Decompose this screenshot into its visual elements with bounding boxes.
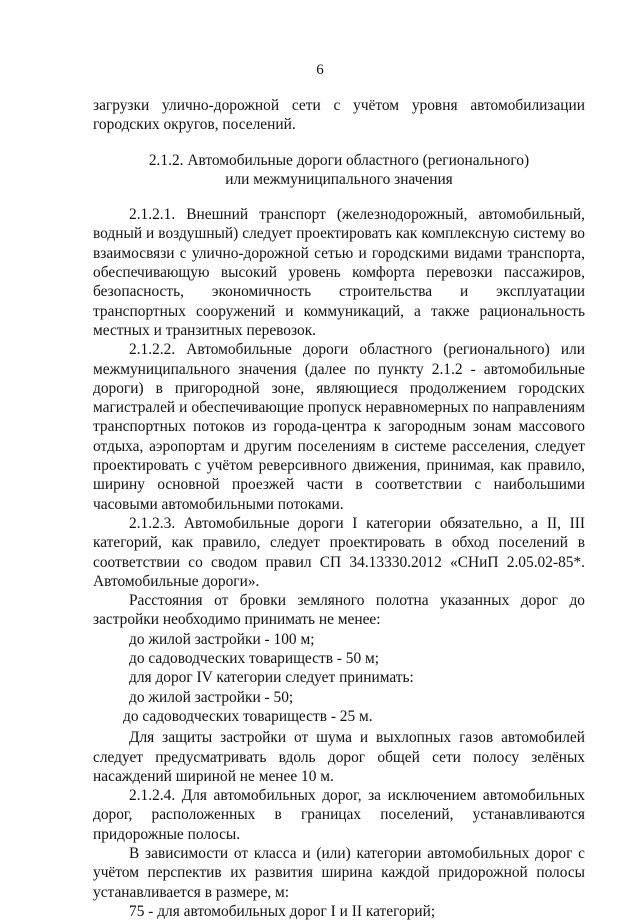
paragraph-2-1-2-1: 2.1.2.1. Внешний транспорт (железнодорожный, автомобильный, водный и воздушный) следует проектировать как комплексную систему во взаимосвязи с улично-дорожной сетью и городскими видами транспорта, обеспечивающую высокий уровень комфорта перевозки пассажиров, безопасность, экономичность строительства и эксплуатации транспортных сооружений и коммуникаций, а также рациональность местных и транзитных перевозок.	[93, 206, 585, 339]
intro-paragraph: загрузки улично-дорожной сети с учётом уровня автомобилизации городских округов, поселений.	[93, 97, 585, 134]
section-heading	[93, 151, 585, 190]
list-item: до жилой застройки - 50;	[129, 688, 294, 706]
section-heading-line2: или межмуниципального значения	[225, 170, 453, 188]
list-item: до садоводческих товариществ - 25 м.	[123, 707, 373, 725]
paragraph-2-1-2-2: 2.1.2.2. Автомобильные дороги областного (регионального) или межмуниципального значения (далее по пункту 2.1.2 - автомобильные дороги) в пригородной зоне, являющиеся продолжением городских магистралей и обеспечивающие пропуск неравномерных по направлениям транспортных потоков из города-центра к загородным зонам массового отдыха, аэропортам и другим поселениям в системе расселения, следует проектировать с учётом реверсивного движения, принимая, как правило, ширину основной проезжей части в соответствии с наибольшими часовыми автомобильными потоками.	[93, 341, 585, 513]
list-item: для дорог IV категории следует принимать:	[129, 669, 414, 687]
list-item: до жилой застройки - 100 м;	[129, 630, 315, 648]
section-heading-line1: 2.1.2. Автомобильные дороги областного (регионального)	[148, 151, 530, 169]
paragraph-2-1-2-4: 2.1.2.4. Для автомобильных дорог, за исключением автомобильных дорог, расположенных в границах поселений, устанавливаются придорожные полосы.	[93, 787, 585, 843]
paragraph-2-1-2-3: 2.1.2.3. Автомобильные дороги I категории обязательно, а II, III категорий, как правило, следует проектировать в обход поселений в соответствии со сводом правил СП 34.13330.2012 «СНиП 2.05.02-85*. Автомобильные дороги».	[93, 514, 585, 590]
paragraph-distances: Расстояния от бровки земляного полотна указанных дорог до застройки необходимо принимать не менее:	[93, 592, 585, 629]
paragraph-75: 75 - для автомобильных дорог I и II категорий;	[129, 902, 436, 920]
document-body	[93, 96, 585, 921]
paragraph-roadside-width: В зависимости от класса и (или) категории автомобильных дорог с учётом перспектив их развития ширина каждой придорожной полосы устанавливается в размере, м:	[93, 844, 585, 901]
page-number: 6	[316, 62, 324, 78]
paragraph-noise-protection: Для защиты застройки от шума и выхлопных газов автомобилей следует предусматривать вдоль дорог общей сети полосу зелёных насаждений шириной не менее 10 м.	[93, 729, 585, 785]
list-item: до садоводческих товариществ - 50 м;	[129, 650, 380, 668]
